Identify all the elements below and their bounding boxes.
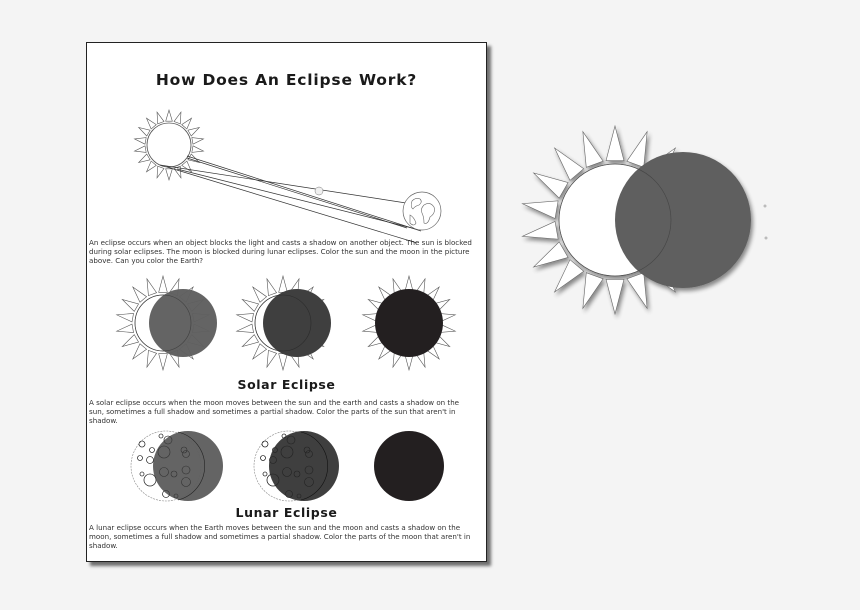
lunar-eclipse-paragraph: A lunar eclipse occurs when the Earth moves between the sun and the moon and casts a shadow on the moon, sometimes a full shadow and sometimes a partial shadow. Color the parts of the moon that aren't in shadow. <box>89 523 471 550</box>
solar-eclipse-paragraph: A solar eclipse occurs when the moon moves between the sun and the earth and casts a shadow on the sun, sometimes a full shadow and sometimes a partial shadow. Color the parts of the sun that aren't in shadow. <box>89 398 460 425</box>
solar-eclipse-heading: Solar Eclipse <box>237 377 336 392</box>
lunar-eclipse-heading: Lunar Eclipse <box>235 505 338 520</box>
speck-icon <box>764 205 767 208</box>
worksheet-title: How Does An Eclipse Work? <box>155 71 418 89</box>
intro-paragraph: An eclipse occurs when an object blocks the light and casts a shadow on another object. The sun is blocked during solar eclipses. The moon is blocked during lunar eclipses. Color the sun and the moon in the picture above. Can you color the Earth? <box>89 238 472 265</box>
speck-icon <box>765 237 768 240</box>
